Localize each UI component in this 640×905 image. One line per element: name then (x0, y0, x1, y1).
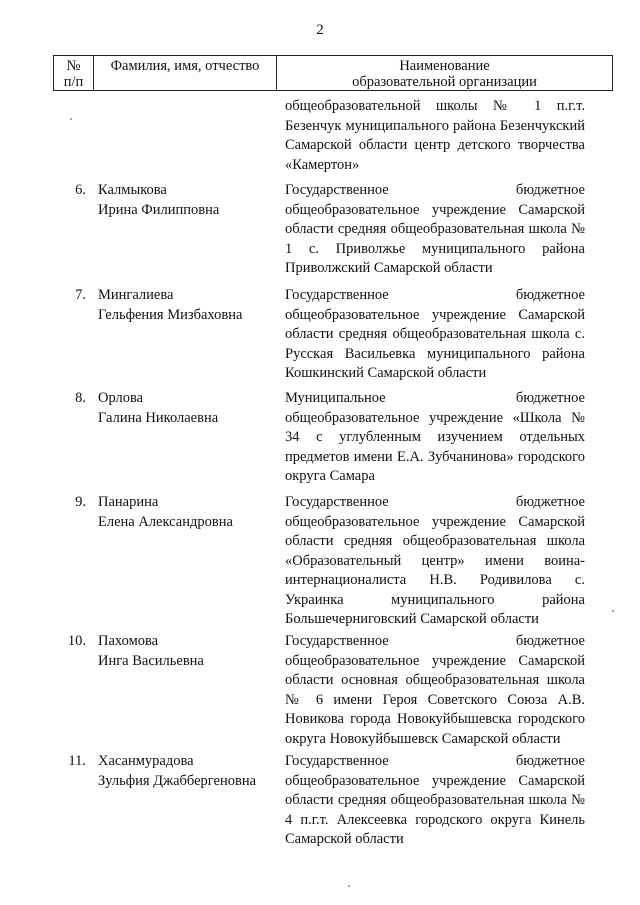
person-surname: Хасанмурадова (98, 753, 194, 769)
person-given-name: Зульфия Джаббергеновна (98, 772, 257, 789)
person-surname: Калмыкова (98, 182, 167, 198)
person-surname: Пахомова (98, 633, 159, 649)
scan-speck (348, 885, 350, 887)
header-num-label: № (66, 58, 81, 74)
scan-speck (70, 118, 72, 120)
person-given-name: Галина Николаевна (98, 409, 219, 426)
header-fio-cell (94, 56, 277, 90)
header-num-cell (54, 56, 94, 90)
row-number: 8. (75, 390, 86, 406)
person-name (98, 286, 278, 325)
person-given-name: Ирина Филипповна (98, 201, 220, 218)
organization-name: Государственное бюджетное общеобразовательное учреждение Самарской области средняя общеобразовательная школа «Образовательный центр» имени воина-интернационалиста Н.В. Родивилова с. Украинка муниципального района Большечерниговский Самарской области (285, 494, 585, 627)
header-org-cell (277, 56, 612, 90)
person-surname: Мингалиева (98, 287, 174, 303)
page-number: 2 (316, 22, 324, 38)
row-number: 10. (67, 633, 86, 649)
header-num-sublabel: п/п (63, 74, 84, 90)
continuation-org-text: общеобразовательной школы № 1 п.г.т. Безенчук муниципального района Безенчукский Самарской области центр детского творчества «Камертон» (285, 98, 585, 173)
person-given-name: Инга Васильевна (98, 652, 204, 669)
person-surname: Панарина (98, 494, 159, 510)
organization-name: Государственное бюджетное общеобразовательное учреждение Самарской области средняя общеобразовательная школа № 1 с. Приволжье муниципального района Приволжский Самарской области (285, 182, 585, 276)
row-number: 6. (75, 182, 86, 198)
person-name (98, 181, 278, 220)
header-org-label: Наименование (399, 58, 490, 74)
organization-name: Государственное бюджетное общеобразовательное учреждение Самарской области основная общеобразовательная школа № 6 имени Героя Советского Союза А.В. Новикова города Новокуйбышевска городского округа Новокуйбышевск Самарской области (285, 633, 585, 747)
person-surname: Орлова (98, 390, 144, 406)
organization-name: Муниципальное бюджетное общеобразовательное учреждение «Школа № 34 с углубленным изучением отдельных предметов имени Е.А. Зубчанинова» городского округа Самара (285, 390, 585, 484)
person-name (98, 389, 278, 428)
person-given-name: Елена Александровна (98, 513, 233, 530)
person-name (98, 493, 278, 532)
header-fio-label: Фамилия, имя, отчество (110, 58, 260, 74)
organization-name: Государственное бюджетное общеобразовательное учреждение Самарской области средняя общеобразовательная школа № 4 п.г.т. Алексеевка городского округа Кинель Самарской области (285, 753, 585, 847)
organization-name: Государственное бюджетное общеобразовательное учреждение Самарской области средняя общеобразовательная школа с. Русская Васильевка муниципального района Кошкинский Самарской области (285, 287, 585, 381)
person-name (98, 632, 278, 671)
row-number: 9. (75, 494, 86, 510)
header-org-sublabel: образовательной организации (352, 74, 537, 90)
table-header (53, 55, 613, 91)
person-given-name: Гельфения Мизбаховна (98, 306, 243, 323)
row-number: 7. (75, 287, 86, 303)
person-name (98, 752, 278, 791)
row-number: 11. (68, 753, 86, 769)
scan-speck (612, 610, 614, 612)
